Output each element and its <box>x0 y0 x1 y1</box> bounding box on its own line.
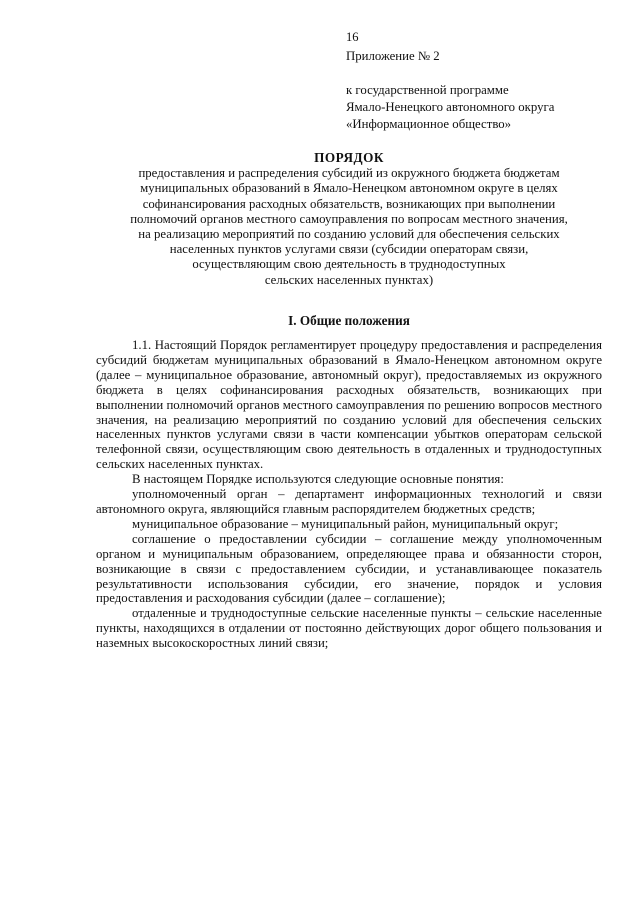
paragraph: 1.1. Настоящий Порядок регламентирует процедуру предоставления и распределения субсидий бюджетам муниципальных образований в Ямало-Ненецком автономном округе (далее – муниципальное образование, автономный округ), предоставляемых из окружного бюджета в целях софинансирования расходных обязательств, возникающих при выполнении полномочий органов местного самоуправления по решению вопросов местного значения, на реализацию мероприятий по созданию условий для обеспечения сельских населенных пунктов услугами связи в части компенсации убытков операторам сельской телефонной связи, осуществляющим свою деятельность в отдаленных и труднодоступных сельских населенных пунктах. <box>96 338 602 472</box>
appendix-title: Приложение № 2 <box>346 49 440 63</box>
paragraph: соглашение о предоставлении субсидии – соглашение между уполномоченным органом и муниципальным образованием, определяющее права и обязанности сторон, возникающие в связи с предоставлением субсидии, и устанавливающее показатель результативности использования субсидии, его значение, порядок и условия предоставления и расходования субсидии (далее – соглашение); <box>96 531 602 606</box>
document-subtitle-line: полномочий органов местного самоуправления по вопросам местного значения, <box>130 211 568 226</box>
page-number: 16 <box>346 30 359 44</box>
paragraph: уполномоченный орган – департамент информационных технологий и связи автономного округа, являющийся главным распорядителем бюджетных средств; <box>96 487 602 516</box>
document-subtitle-line: сельских населенных пунктах) <box>264 272 434 287</box>
paragraph: муниципальное образование – муниципальный район, муниципальный округ; <box>132 516 559 531</box>
document-subtitle-line: осуществляющим свою деятельность в труднодоступных <box>192 257 506 272</box>
document-subtitle-line: софинансирования расходных обязательств, возникающих при выполнении <box>142 196 556 211</box>
document-subtitle-line: муниципальных образований в Ямало-Ненецком автономном округе в целях <box>140 181 558 196</box>
document-subtitle-line: предоставления и распределения субсидий из окружного бюджета бюджетам <box>138 166 560 181</box>
appendix-line: к государственной программе <box>346 83 509 97</box>
appendix-line: «Информационное общество» <box>346 117 512 131</box>
section-body <box>96 338 602 651</box>
appendix-block <box>346 48 626 133</box>
document-title-block <box>96 150 602 288</box>
document-subtitle-line: населенных пунктов услугами связи (субсидии операторам связи, <box>169 242 529 257</box>
paragraph: отдаленные и труднодоступные сельские населенные пункты – сельские населенные пункты, находящихся в отдалении от постоянно действующих дорог общего пользования и наземных высокоскоростных линий связи; <box>96 606 602 651</box>
document-title: ПОРЯДОК <box>314 150 384 165</box>
paragraph: В настоящем Порядке используются следующие основные понятия: <box>132 472 504 487</box>
section-heading: I. Общие положения <box>288 313 410 328</box>
appendix-line: Ямало-Ненецкого автономного округа <box>346 100 555 114</box>
document-subtitle-line: на реализацию мероприятий по созданию условий для обеспечения сельских <box>138 227 560 242</box>
